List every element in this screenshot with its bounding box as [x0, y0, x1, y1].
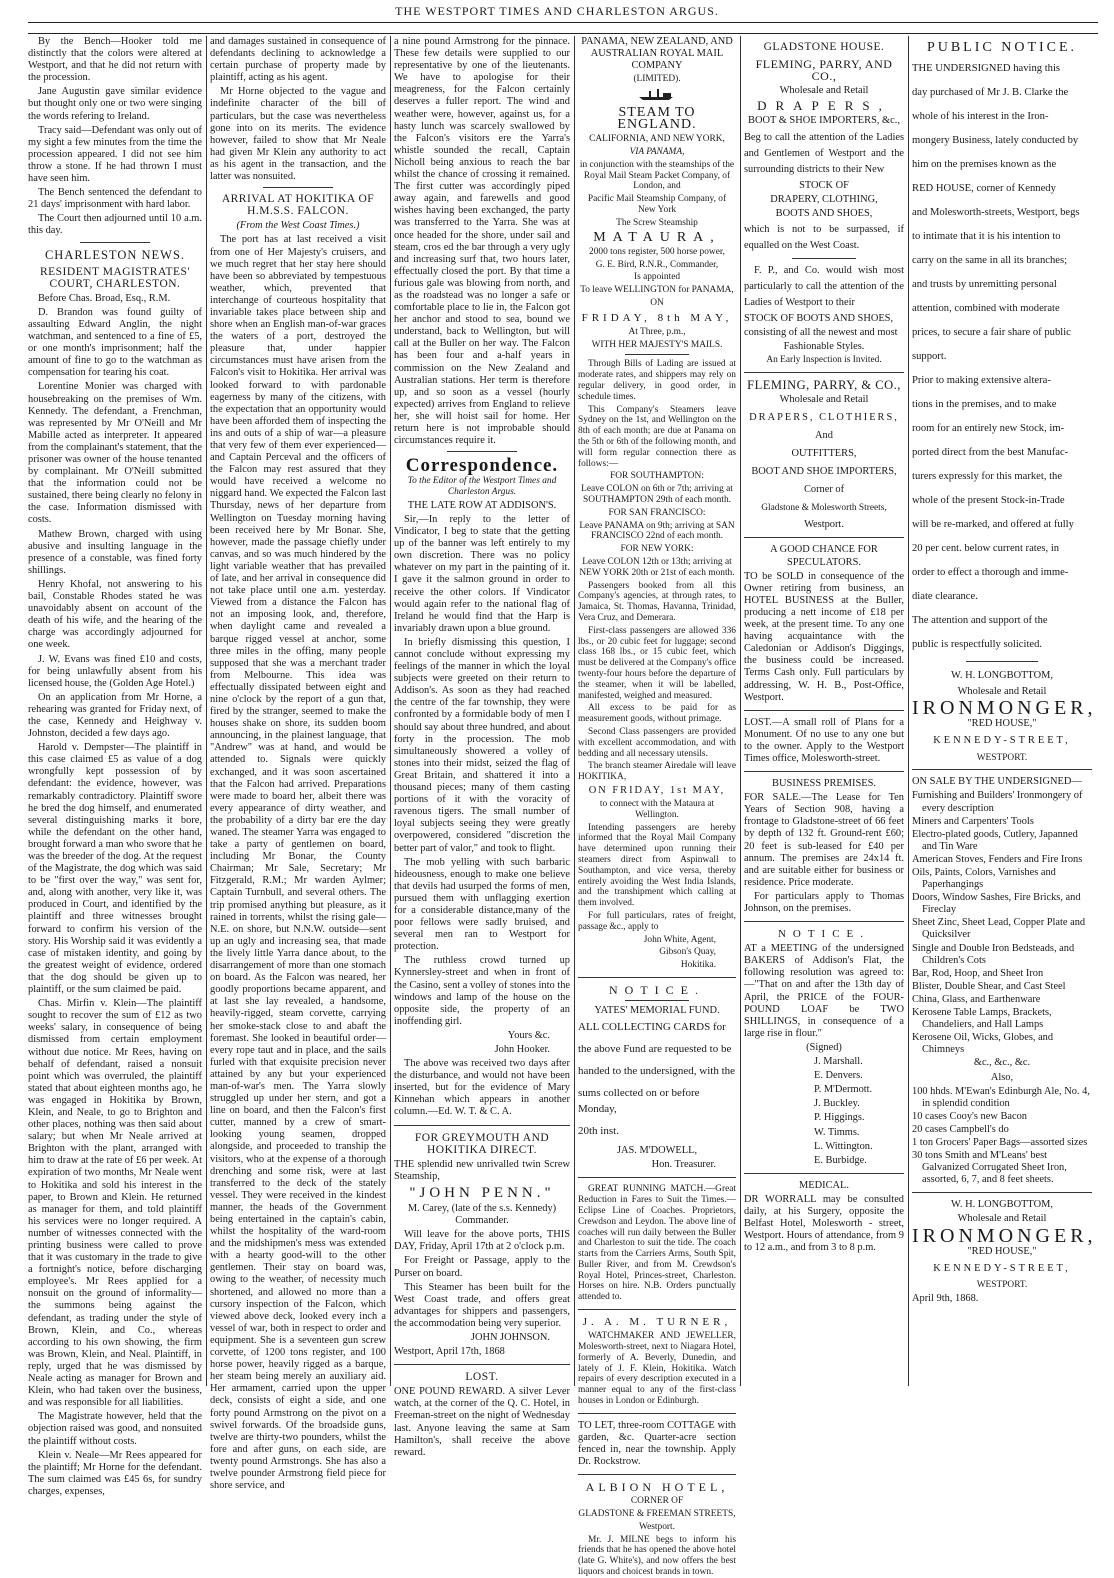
red-house: "RED HOUSE," — [967, 718, 1037, 730]
notice-line: carry on the same in all its branches; — [912, 255, 1068, 267]
column-rule — [390, 36, 391, 1386]
paragraph: The Magistrate however, held that the objection raised was good, and nonsuited the plaintiff without costs. — [28, 1411, 202, 1447]
notice-line: and Molesworth-streets, Westport, begs — [912, 207, 1080, 219]
friday-may: FRIDAY, 8th MAY, — [581, 311, 733, 324]
town: Westport. — [804, 519, 844, 531]
falcon-heading: ARRIVAL AT HOKITIKA OF H.M.S.S. FALCON. — [221, 193, 375, 218]
steamship-icon — [578, 87, 736, 101]
boots-shoes: BOOTS AND SHOES, — [775, 207, 873, 219]
paragraph: The Bench sentenced the defendant to 21 days' imprisonment with hard labor. — [28, 187, 202, 211]
bakers-notice: AT a MEETING of the undersigned BAKERS of Addison's Flat, the following resolution was agreed to:—"That on and after the 13th day of April, the PRICE of the FOUR-POUND LOAF be TWO SHILLINGS, in consequence of a large rise in flour." — [744, 943, 904, 1039]
paragraph: First-class passengers are allowed 336 lbs., or 20 cubic feet for luggage; second class 168 lbs., or 15 cubic feet, which must be delivered at the Company's office twenty-four hours before the departure of the steamer, when it will be labelled, manifested, weighed and measured. — [578, 625, 736, 701]
westport-2: WESTPORT. — [976, 1279, 1028, 1290]
paragraph: The Court then adjourned until 10 a.m. this day. — [28, 213, 202, 237]
running-match: GREAT RUNNING MATCH.—Great Reduction in Fares to Suit the Times.—Eclipse Line of Coaches. Proprietors, Crewdson and Leydon. The above line of coaches will run daily between the Buller and Charleston to suit the tide. The coach starts from the Carriers Arms, South Spit, Buller River, and from M. Crewdson's Royal Hotel, Princes-street, Charleston. Horses on hire. N.B. Orders punctually attended to. — [578, 1184, 736, 1303]
court-subheading: RESIDENT MAGISTRATES' COURT, CHARLESTON. — [39, 265, 191, 290]
paragraph: The mob yelling with such barbaric hideousness, enough to make one believe that devils had usurped the forms of men, pursued them with unflagging exertion for a considerable distance,many of the poor fellows were sadly bruised, and several men ran to Westport for protection. — [394, 856, 570, 953]
bakers-list — [744, 1056, 904, 1167]
sale-item: Miners and Carpenters' Tools — [912, 815, 1034, 827]
via-2: VIA PANAMA, — [629, 147, 685, 158]
agent-2: Gibson's Quay, — [659, 947, 716, 958]
editor-line: To the Editor of the Westport Times and Charleston Argus. — [407, 476, 557, 498]
notice-line: support. — [912, 351, 947, 363]
sf-heading: FOR SAN FRANCISCO: — [608, 507, 706, 518]
airedale-3: to connect with the Mataura at Wellington. — [599, 798, 715, 820]
sale-item: Doors, Window Sashes, Fire Bricks, and Fireclay — [912, 892, 1081, 916]
conjunction: in conjunction with the steamships of the Royal Mail Steam Packet Company, of London, and — [579, 159, 735, 192]
sale-item: Bar, Rod, Hoop, and Sheet Iron — [912, 967, 1044, 979]
signed: (Signed) — [806, 1041, 842, 1053]
divider — [625, 1000, 688, 1001]
tons: 2000 tons register, 500 horse power, — [589, 246, 725, 257]
sale-items-2 — [912, 1086, 1092, 1187]
mail-info — [578, 359, 736, 469]
baker-name: P. M'Dermott. — [814, 1084, 873, 1096]
notice-line: handed to the undersigned, with the — [578, 1065, 736, 1078]
wholesale-retail-2: Wholesale and Retail — [779, 394, 869, 406]
before-line: Before Chas. Broad, Esq., R.M. — [38, 292, 171, 304]
divider — [263, 187, 333, 188]
notice-line: The attention and support of the — [912, 615, 1048, 627]
column-1 — [28, 36, 202, 1497]
divider — [625, 354, 688, 355]
not-surpassed: which is not to be surpassed, if equalled on the West Coast. — [744, 223, 904, 251]
leave-wellington: To leave WELLINGTON for PANAMA, — [580, 285, 734, 296]
court-reports — [28, 307, 202, 1498]
yates-role: Hon. Treasurer. — [651, 1159, 716, 1171]
paragraph: Klein v. Neale—Mr Rees appeared for the plaintiff; Mr Horne for the defendant. The sum claimed was £45 6s, for sundry charges, expenses, — [28, 1449, 202, 1497]
baker-name: E. Denvers. — [814, 1070, 863, 1082]
top-rule-2 — [28, 33, 1098, 34]
baker-name: P. Higgings. — [814, 1112, 865, 1124]
notice-line: to intimate that it is his intention to — [912, 231, 1061, 243]
medical-heading: MEDICAL. — [799, 1179, 849, 1191]
greymouth-date: Westport, April 17th, 1868 — [394, 1346, 505, 1358]
divider — [447, 451, 517, 452]
paragraph: The ruthless crowd turned up Kynnersley-street and when in front of the Casino, sent a volley of stones into the windows and lamp of the house on the opposite side, the property of an inoffending girl. — [394, 955, 570, 1027]
notice-line: ported direct from the best Manufac- — [912, 447, 1069, 459]
divider — [912, 1192, 1092, 1193]
paragraph: Second Class passengers are provided with excellent accommodation, and with bedding and all necessary utensils. — [578, 726, 736, 759]
mail-info-2 — [578, 581, 736, 760]
notice-line: RED HOUSE, corner of Kennedy — [912, 183, 1056, 195]
divider — [578, 977, 736, 978]
on-sale: ON SALE BY THE UNDERSIGNED— — [912, 776, 1082, 788]
greymouth-sign: JOHN JOHNSON. — [470, 1331, 550, 1343]
paragraph: Mathew Brown, charged with using abusive and insulting language in the presence of a constable, was fined forty shillings. — [28, 528, 202, 576]
chance-heading: A GOOD CHANCE FOR SPECULATORS. — [770, 544, 878, 568]
premises: FOR SALE.—The Lease for Ten Years of Section 908, having a frontage to Gladstone-street of 66 feet by depth of 132 ft. Ground-rent £60; 20 feet is sub-leased for £40 per annum. The premises are 24x14 ft. and are suitable either for business or residence. Price moderate. — [744, 792, 904, 888]
column-rule — [206, 36, 207, 1386]
albion-text: Mr. J. MILNE begs to inform his friends that he has opened the above hotel (late G. White's), and now offers the best liquors and choicest brands in town. — [578, 1534, 736, 1577]
notice-line: will be re-marked, and offered at fully — [912, 519, 1074, 531]
falcon-article — [210, 234, 386, 1492]
sale-item: 10 cases Cooy's new Bacon — [912, 1110, 1027, 1122]
notice-line: diate clearance. — [912, 591, 978, 603]
steam-to-england: STEAM TO ENGLAND. — [617, 105, 697, 133]
divider — [80, 242, 150, 243]
falcon-continued: a nine pound Armstrong for the pinnace. These few details were supplied to our representative by one of the lieutenants. We have to apologise for their meagreness, for the Falcon certainly deserves a fuller report. The wind and weather were, however, against us, for a hasty lunch was scarcely swallowed by the Falcon's visitors ere the Yarra's whistle sounded the recall, Captain Nicholl being anxious to reach the bar whilst the chance of crossing it remained. The first cutter was accordingly piped away again, and farewells and good wishes having been exchanged, the party was transferred to the Yarra. She was at once headed for the shore, under sail and steam, cros ed the bar through a very ugly and increasing surf that, two hours later, effectually closed the port. By that time a furious gale was blowing from north, and as the roadstead was no longer a safe or comfortable place to lie in, the Falcon got her anchor and stood to sea, bound we understand, back to Wellington, but will call at the Buller on her way. The Falcon has been four and a-half years in commission on the New Zealand and Australian stations. Her term is therefore up, and so soon as a vessel (hourly expected) arrives from England to relieve her, she will hoist sail for home. Her return here is not improbable should circumstances require it. — [394, 36, 570, 447]
ironmonger-2: IRONMONGER, — [912, 1224, 1097, 1247]
ad-date: April 9th, 1868. — [912, 1292, 979, 1304]
and: And — [815, 430, 833, 442]
court-lead — [28, 36, 202, 238]
longbottom-name-2: W. H. LONGBOTTOM, — [951, 1199, 1053, 1211]
sale-item: 1 ton Grocers' Paper Bags—assorted sizes — [912, 1136, 1088, 1148]
drapery-clothing: DRAPERY, CLOTHING, — [770, 193, 878, 205]
paragraph: Passengers booked from all this Company's agencies, at through rates, to Jamaica, St. Thomas, Havanna, Trinidad, Vera Cruz, and Demerara. — [578, 580, 736, 623]
to-let: TO LET, three-room COTTAGE with garden, &c. Quarter-acre section fenced in, near the township. Apply Dr. Rockstrow. — [578, 1419, 736, 1468]
boot-shoe: BOOT & SHOE IMPORTERS, &c., — [748, 115, 900, 127]
greymouth-heading: FOR GREYMOUTH AND HOKITIKA DIRECT. — [414, 1131, 550, 1156]
red-house-2: "RED HOUSE," — [967, 1245, 1037, 1257]
public-notice-body — [912, 57, 1092, 657]
greymouth-body — [394, 1229, 570, 1330]
paragraph: This Steamer has been built for the West Coast trade, and offers great advantages for shippers and passengers, the accommodation being very superior. — [394, 1281, 570, 1329]
notice-line: 20 per cent. below current rates, in — [912, 543, 1060, 555]
paragraph: J. W. Evans was fined £10 and costs, for being unlawfully absent from his licensed house, the (Golden Age Hotel.) — [28, 653, 202, 689]
turner-name: J. A. M. TURNER, — [582, 1316, 732, 1329]
divider — [578, 1413, 736, 1414]
baker-name: E. Burbidge. — [814, 1154, 867, 1166]
boot-shoe-importers: BOOT AND SHOE IMPORTERS, — [751, 466, 897, 478]
notice-line: 20th inst. — [578, 1125, 619, 1138]
premises-heading: BUSINESS PREMISES. — [772, 778, 876, 790]
paragraph: Chas. Mirfin v. Klein—The plaintiff sought to recover the sum of £12 as two weeks' salary, in consequence of being dismissed from certain employment without due notice. Mr Rees, having on behalf of defendant, raised a nonsuit point which was overruled, the plaintiff stated that about eighteen months ago, he was engaged in Hokitika by Brown, Klein, and Neale, to go to Brighton and other places, nothing was then said about salary; but when Mr Neale arrived at Brighton with the plant, arranged with him to draw at the rate of £6 per week. At expiration of two months, Mr Neale went to Hokitika and sold his interest in the paper, to Brown and Klein. He returned as manager for them, and told plaintiff his services were no longer required. A number of witnesses connected with the printing business were called to prove that it was customary in the trade to give a fortnight's notice, before discharging employee's. Mr Rees applied for a nonsuit on the ground of informality—the summons being against the defendant, as trading under the style of Brown, Klein, and Co., whereas according to his own showing, the firm was Brown, Klein, and Neal. Plaintiff, in reply, urged that he was dismissed by Neale acting as manager for Brown and Klein, who had taken over the business, and was responsible for all liabilities. — [28, 998, 202, 1409]
albion-streets: GLADSTONE & FREEMAN STREETS, — [578, 1509, 736, 1520]
notice-line: tions in the premises, and to make — [912, 399, 1057, 411]
notice-line: sums collected on or before Monday, — [578, 1087, 700, 1116]
baker-name: J. Buckley. — [814, 1098, 860, 1110]
longbottom-wr: Wholesale and Retail — [957, 686, 1047, 698]
sale-item: 20 cases Campbell's do — [912, 1123, 1009, 1135]
ship-name: "JOHN PENN." — [409, 1184, 555, 1201]
paragraph: Tracy said—Defendant was only out of my sight a few minutes from the time the procession appeared. I did not see him throw a stone. If he had thrown I must have seen him. — [28, 124, 202, 185]
lost-ad: ONE POUND REWARD. A silver Lever watch, at the corner of the Q. C. Hotel, in Freeman-street on the night of Wednesday last. Anyone leaving the same at Sam Hamilton's, shall receive the above reward. — [394, 1386, 570, 1458]
longbottom-name: W. H. LONGBOTTOM, — [951, 670, 1053, 682]
column-4 — [578, 36, 736, 1577]
notice-line: whole of his interest in the Iron- — [912, 111, 1049, 123]
on: ON — [650, 297, 664, 308]
albion-town: Westport. — [639, 1521, 675, 1532]
sale-item: Kerosene Oil, Wicks, Globes, and Chimneys — [912, 1032, 1054, 1056]
notice-line: THE UNDERSIGNED having this — [912, 63, 1061, 75]
falcon-source: (From the West Coast Times.) — [236, 220, 360, 232]
sale-item: Electro-plated goods, Cutlery, Japanned and Tin Ware — [912, 828, 1078, 852]
streets: Gladstone & Molesworth Streets, — [761, 502, 887, 513]
mataura-commander: G. E. Bird, R.N.R., Commander, — [595, 259, 719, 270]
paragraph: D. Brandon was found guilty of assaulting Edward Anglin, the night watchman, and sentenced to a fine of £5, or one month's imprisonment; half the amount of fine to go to the watchman as compensation for tearing his coat. — [28, 306, 202, 379]
baker-name: L. Wittington. — [814, 1140, 873, 1152]
divider — [744, 771, 904, 772]
notice-line: turers expressly for this market, the — [912, 471, 1063, 483]
column-rule — [574, 36, 575, 1386]
letter-signer: John Hooker. — [494, 1044, 550, 1055]
fashionable: Fashionable Styles. — [783, 341, 865, 353]
notice-line: the above Fund are requested to be — [578, 1043, 732, 1056]
divider — [744, 537, 904, 538]
column-rule — [740, 36, 741, 1386]
baker-name: J. Marshall. — [814, 1056, 863, 1068]
notice-line: mongery Business, lately conducted by — [912, 135, 1079, 147]
sale-item: Sheet Zinc, Sheet Lead, Copper Plate and Quicksilver — [912, 917, 1086, 941]
paragraph: The port has at last received a visit from one of Her Majesty's cruisers, and we much regret that her stay here should have been so abbreviated by tempestuous weather, which, prevented that interchange of courteous hospitality that invariable takes place between ship and shore when an English man-of-war graces the waters of a port, destroyed the pleasure that, under happier circumstances must have arisen from the Falcon's visit to Hokitika. Her arrival was looked forward to with pardonable eagerness by many of the citizens, with the expectation that an opportunity would have been afforded them of inspecting the ins and outs of a ship of war—a pleasure that very few of them ever experienced—and Captain Perceval and the officers of the Falcon may rest assured that they would have received a welcome no niggard hand. We expected the Falcon last Thursday, news of her departure from Wellington on Tuesday morning having been received here by Mr Bonar. She, however, made the passage chiefly under canvas, and so was much hindered by the light variable weather that has prevailed of late, and her arrival in consequence did not take place until one a.m. yesterday. Viewed from a distance the Falcon has not an imposing look, and, therefore, when daylight came and revealed a barque rigged vessel at anchor, some three miles in the offing, many people supposed that she was a merchant trader from Melbourne. This idea was effectually dissipated between eight and nine o'clock by the report of a gun that, fired by the stranger, seemed to make the houses shake on shore, its sudden boom announcing, in the plainest language, that "Andrew" was at hand, and would be attended to. Signals were quickly exchanged, and it was soon ascertained that the Falcon had arrived. Preparations were made to board her, albeit there was every appearance of dirty weather, and the probability of a dirty bar ere the day waned. The steamer Yarra was engaged to take a party of gentlemen on board, including Mr Bonar, the County Chairman; Mr Sale, Secretary; Mr Fitzgerald, R.M.; Mr warden Aylmer; Captain Turnbull, and several others. The trip promised anything but pleasure, as it rained in torrents, whilst the rising gale—N.E. on shore, but N.N.W. outside—sent up an ugly and increasing sea, that made the lively little Yarra dance about, to the disarrangement of more than one stomach on board. As the Falcon was neared, her goodly proportions became apparent, and at last she lay revealed, a handsome, heavily-rigged, steam corvette, carrying her smoke-stack close to and abaft the foremast. She looked in beautiful order—every rope taut and in place, and the sails furled with that exquisite precision never attained by any but your experienced man-of-war's men. The Yarra slowly struggled up under her stern, and got a line on board, and then the Falcon's first cutter, manned by a crew of smart-looking young seamen, dropped alongside, and proceeded to tranship the visitors, who at the expense of a thorough drenching and some risk, were at last transferred to the deck of the stately vessel. They were received in the kindest manner, the heads of the Government being entertained in the captain's cabin, whilst the hospitality of the ward-room and the midshipmen's mess was extended with a hearty good-will to the other gentlemen. Their stay on board was, owing to the weather, of necessity much shortened, and allowed no more than a cursory inspection of the Falcon, which viewed above deck, looked every inch a vessel of war, both in respect to order and equipment. She is a seventeen gun screw corvette, of 1200 tons register, and 100 horse power, heavily rigged as a barque, her steam being merely an auxiliary aid. Her armament, carried upon the upper deck, consists of eight a side, and one forty pound Armstrong on the pivot on a swivel forwards. Of the broadside guns, twelve are thirty-two pounders, whilst the fore and after guns, on each side, are twenty pound Armstrongs. She has also a twelve pounder Armstrong field piece for shore service, and — [210, 234, 386, 1492]
also: Also, — [990, 1071, 1014, 1083]
airedale-1: The branch steamer Airedale will leave HOKITIKA, — [578, 761, 736, 783]
klein-continued: and damages sustained in consequence of defendants declining to acknowledge a certain purchase of property made by plaintiff, acting as his agent. — [210, 36, 386, 84]
paragraph: Sir,—In reply to the letter of Vindicator, I beg to state that the getting up of the banner was left entirely to my own discretion. There was no policy whatever on my part in the painting of it. I gave it the salmon ground in order to receive the other colors. If Vindicator would again refer to the national flag of Ireland he would find that the Harp is invariably drawn upon a blue ground. — [394, 513, 570, 634]
sale-item: Furnishing and Builders' Ironmongery of every description — [912, 790, 1083, 814]
divider — [912, 769, 1092, 770]
sale-item: Oils, Paints, Colors, Varnishes and Paperhangings — [912, 867, 1056, 891]
public-notice-heading: PUBLIC NOTICE. — [926, 40, 1078, 55]
sale-item: China, Glass, and Earthenware — [912, 993, 1041, 1005]
longbottom-wr-2: Wholesale and Retail — [957, 1213, 1047, 1225]
appointed: Is appointed — [633, 272, 681, 283]
notice-line: whole of the present Stock-in-Trade — [912, 495, 1065, 507]
etc: &c., &c., &c. — [973, 1057, 1031, 1069]
ironmonger: IRONMONGER, — [912, 697, 1097, 720]
further: For full particulars, rates of freight, passage &c., apply to — [578, 910, 736, 932]
at-three: At Three, p.m., — [628, 326, 686, 337]
mail-limited: (LIMITED). — [633, 74, 681, 85]
kennedy-street: KENNEDY-STREET, — [933, 735, 1071, 747]
letter-yours: Yours &c. — [507, 1029, 550, 1041]
firm-name: FLEMING, PARRY, AND CO., — [755, 57, 893, 84]
ship-commander: M. Carey, (late of the s.s. Kennedy) Commander. — [407, 1203, 557, 1227]
paragraph: For Freight or Passage, apply to the Purser on board. — [394, 1255, 570, 1279]
pacific-mail: Pacific Mail Steamship Company, of New York — [587, 194, 727, 216]
turner: WATCHMAKER AND JEWELLER, Molesworth-street, next to Niagara Hotel, formerly of A. Beverly, Dunedin, and lately of J. F. Klein, Hokitika. Watch repairs of every description executed in a manner equal to any of the first-class houses in London or Edinburgh. — [578, 1331, 736, 1406]
paragraph: On an application from Mr Horne, a rehearing was granted for Friday next, of the case, Kennedy and Heighway v. Johnston, decided a few days ago. — [28, 691, 202, 740]
lost-plans: LOST.—A small roll of Plans for a Monument. Of no use to any one but to the owner. Apply to the Westport Times office, Molesworth-street. — [744, 716, 904, 764]
notice-line: prices, to secure a fair share of public — [912, 327, 1071, 339]
divider — [792, 258, 856, 259]
greymouth-intro: THE splendid new unrivalled twin Screw Steamship, — [394, 1158, 570, 1182]
divider — [744, 1173, 904, 1174]
paragraph: Through Bills of Lading are issued at moderate rates, and shippers may rely on regular delivery, in good order, in schedule times. — [578, 359, 736, 402]
klein-continued-2: Mr Horne objected to the vague and indefinite character of the bill of particulars, but the case was nevertheless gone into on its merits. The evidence however, failed to show that Mr Neale had given Mr Klein any authority to act as his agent in the transaction, and the latter was nonsuited. — [210, 86, 386, 183]
chance: TO be SOLD in consequence of the Owner retiring from business, an HOTEL BUSINESS at the Buller, producing a nett income of £18 per week, at the present time. To any one having acquaintance with the Caledonian or Addison's Diggings, the business could be increased. Terms Cash only. Full particulars by addressing, W. H. B., Post-Office, Westport. — [744, 570, 904, 703]
charleston-news-heading: CHARLESTON NEWS. — [44, 247, 186, 262]
paragraph: All excess to be paid for as measurement goods, without primage. — [578, 703, 736, 725]
column-3 — [394, 36, 570, 1458]
early-inspection: An Early Inspection is Invited. — [766, 355, 882, 366]
fp-attention: F. P., and Co. would wish most particularly to call the attention of the Ladies of Westport to their — [744, 264, 904, 308]
yates-body — [578, 1019, 736, 1139]
divider — [394, 1125, 570, 1126]
sale-item: Blister, Double Shear, and Cast Steel — [912, 980, 1066, 992]
notice-line: day purchased of Mr J. B. Clarke the — [912, 87, 1069, 99]
sale-item: Kerosene Table Lamps, Brackets, Chandeliers, and Hall Lamps — [912, 1007, 1052, 1031]
divider — [578, 1177, 736, 1178]
consisting: consisting of all the newest and most — [744, 326, 898, 338]
divider — [744, 710, 904, 711]
paragraph: Will leave for the above ports, THIS DAY, Friday, April 17th at 2 o'clock p.m. — [394, 1229, 570, 1253]
paragraph: Harold v. Dempster—The plaintiff in this case claimed £5 as value of a dog wrongfully kept possession of by defendant: the evidence, however, was remarkably contradictory. Plaintiff swore he bred the dog himself, and enumerated several distinguishing marks it bore, while the defendant on the other hand, brought forward a man who swore that he was the breeder of the dog. At the request of the Magistrate, the dog which was said to be "first over the way," was sent for, and, along with another, very like it, was produced in Court, and identified by the plaintiff and three witnesses brought forward to confirm his version of the story. His Worship said it was evidently a case of mistaken identity, and going by the greatest weight of evidence, ordered that the dog should be given up to plaintiff, or the sum claimed be paid. — [28, 742, 202, 996]
ny: Leave COLON 12th or 13th; arriving at NEW YORK 20th or 21st of each month. — [579, 556, 735, 578]
sale-item: 100 hhds. M'Ewan's Edinburgh Ale, No. 4, in splendid condition — [912, 1085, 1090, 1109]
mail-company-heading: PANAMA, NEW ZEALAND, AND AUSTRALIAN ROYAL MAIL COMPANY — [581, 36, 733, 72]
lost-heading: LOST. — [465, 1371, 499, 1384]
notice-line: him on the premises known as the — [912, 159, 1057, 171]
notice-line: room for an entirely new Stock, im- — [912, 423, 1065, 435]
paragraph: By the Bench—Hooker told me distinctly that the colors were altered at Westport, and that he did not return with the procession. — [28, 36, 202, 84]
divider — [578, 1309, 736, 1310]
sale-items — [912, 790, 1092, 1056]
intending: Intending passengers are hereby informed that the Royal Mail Company have determined upon running their steamers direct from Aspinwall to Southampton, and vice versa, thereby entirely avoiding the West India Islands, and the transhipment which calling at them involved. — [578, 822, 736, 909]
bakers-notice-heading: NOTICE. — [777, 928, 871, 941]
masthead: THE WESTPORT TIMES AND CHARLESTON ARGUS. — [395, 4, 719, 18]
airedale-2: ON FRIDAY, 1st MAY, — [588, 784, 726, 796]
column-5 — [744, 36, 904, 1386]
yates-heading: YATES' MEMORIAL FUND. — [594, 1005, 720, 1017]
drapers-clothiers: DRAPERS, CLOTHIERS, — [749, 412, 899, 424]
attention-body: Beg to call the attention of the Ladies and Gentlemen of Westport and the surrounding districts to their New — [744, 131, 904, 175]
southampton-heading: FOR SOUTHAMPTON: — [610, 471, 704, 482]
notice-heading: NOTICE. — [609, 982, 705, 997]
with-mails: WITH HER MAJESTY'S MAILS. — [591, 339, 723, 350]
column-2 — [210, 36, 386, 1492]
albion-heading: ALBION HOTEL, — [585, 1480, 729, 1495]
paragraph: Henry Khofal, not answering to his bail, Constable Rhodes stated he was unavoidably absent on account of the death of his wife, and the hearing of the charge was accordingly adjourned for one week. — [28, 578, 202, 651]
editor-note: The above was received two days after the disturbance, and would not have been inserted, but for the evidence of Mary Kinnehan which appears in another column.—Ed. W. T. & C. A. — [394, 1058, 570, 1118]
albion-corner: CORNER OF — [630, 1496, 684, 1507]
sale-item: 30 tons Smith and M'Leans' best Galvanized Corrugated Sheet Iron, assorted, 6, 7, and 8 feet sheets. — [912, 1150, 1067, 1186]
paragraph: Jane Augustin gave similar evidence but thought only one or two were singing the words refering to Ireland. — [28, 86, 202, 122]
yates-sign: JAS. M'DOWELL, — [616, 1145, 698, 1157]
notice-line: and trusts by unremitting personal — [912, 279, 1057, 291]
letter-title: THE LATE ROW AT ADDISON'S. — [407, 499, 557, 511]
notice-line: Prior to making extensive altera- — [912, 375, 1051, 387]
stock-of: STOCK OF — [799, 179, 849, 191]
drapers: DRAPERS, — [757, 98, 891, 114]
sf: Leave PANAMA on 9th; arriving at SAN FRANCISCO 22nd of each month. — [579, 520, 735, 542]
firm-name-2: FLEMING, PARRY, & CO., — [747, 377, 901, 392]
agent-3: Hokitika. — [680, 960, 716, 971]
sale-item: American Stoves, Fenders and Fire Irons — [912, 853, 1083, 865]
screw-steamship: The Screw Steamship — [616, 217, 698, 228]
column-6 — [912, 36, 1097, 1386]
ny-heading: FOR NEW YORK: — [620, 544, 694, 555]
notice-line: public is respectfully solicited. — [912, 639, 1043, 651]
mataura: MATAURA, — [593, 229, 721, 245]
medical: DR WORRALL may be consulted daily, at his Surgery, opposite the Belfast Hotel, Molesworth - street, Westport. Hours of attendance, from 9 to 12 a.m., and from 3 to 8 p.m. — [744, 1193, 904, 1254]
paragraph: This Company's Steamers leave Sydney on the 1st, and Wellington on the 8th of each month; are due at Panama on the 5th or 6th of the following month, and will form regular connection there as follows:— — [578, 404, 736, 469]
divider — [966, 661, 1038, 662]
stock-boots: STOCK OF BOOTS AND SHOES, — [744, 312, 894, 324]
paragraph: Lorentine Monier was charged with housebreaking on the premises of Wm. Kennedy. The defendant, a Frenchman, was represented by Mr O'Neill and Mr Mabille acted as interpreter. It appeared from the complainant's statement, that the prisoner was owner of the house tenanted by complainant. Mr O'Neill submitted that the information could not be sustained, there being clearly no felony in the case. Information dismissed with costs. — [28, 381, 202, 526]
divider — [578, 1474, 736, 1475]
wholesale-retail: Wholesale and Retail — [779, 85, 869, 97]
baker-name: W. Timms. — [814, 1126, 860, 1138]
gladstone-heading: GLADSTONE HOUSE. — [763, 41, 885, 53]
westport: WESTPORT. — [976, 752, 1028, 763]
divider — [394, 1364, 570, 1365]
outfitters: OUTFITTERS, — [791, 448, 857, 460]
premises-2: For particulars apply to Thomas Johnson, on the premises. — [744, 890, 904, 914]
kennedy-street-2: KENNEDY-STREET, — [933, 1262, 1071, 1274]
column-rule — [908, 36, 909, 1386]
via-1: CALIFORNIA, AND NEW YORK, — [589, 134, 725, 145]
paragraph: In briefly dismissing this question, I cannot conclude without expressing my feelings of the manner in which the loyal subjects were greeted on their return to Addison's. As soon as they had reached the centre of the far township, they were confronted by a formidable body of men I should say about three hundred, and about forty in the procession. The mob simultaneously showered a volley of stones into their midst, seized the flag of Great Britain, and shattered it into a thousand pieces; many of them casting portions of it with the voracity of ravenous tigers. The small number of loyal subjects seeing they were greatly overpowered, considered "discretion the better part of valor," and took to flight. — [394, 636, 570, 854]
notice-line: attention, combined with moderate — [912, 303, 1060, 315]
correspondence-heading: Correspondence. — [405, 455, 559, 477]
notice-line: order to effect a thorough and imme- — [912, 567, 1069, 579]
agent-1: John White, Agent, — [643, 934, 716, 945]
notice-line: ALL COLLECTING CARDS for — [578, 1021, 726, 1034]
top-rule — [28, 22, 1098, 23]
corner-of: Corner of — [803, 484, 845, 496]
letter-body — [394, 514, 570, 1028]
southampton: Leave COLON on 6th or 7th; arriving at SOUTHAMPTON 29th of each month. — [581, 484, 733, 505]
divider — [744, 372, 904, 373]
divider — [744, 921, 904, 922]
sale-item: Single and Double Iron Bedsteads, and Children's Cots — [912, 942, 1075, 966]
